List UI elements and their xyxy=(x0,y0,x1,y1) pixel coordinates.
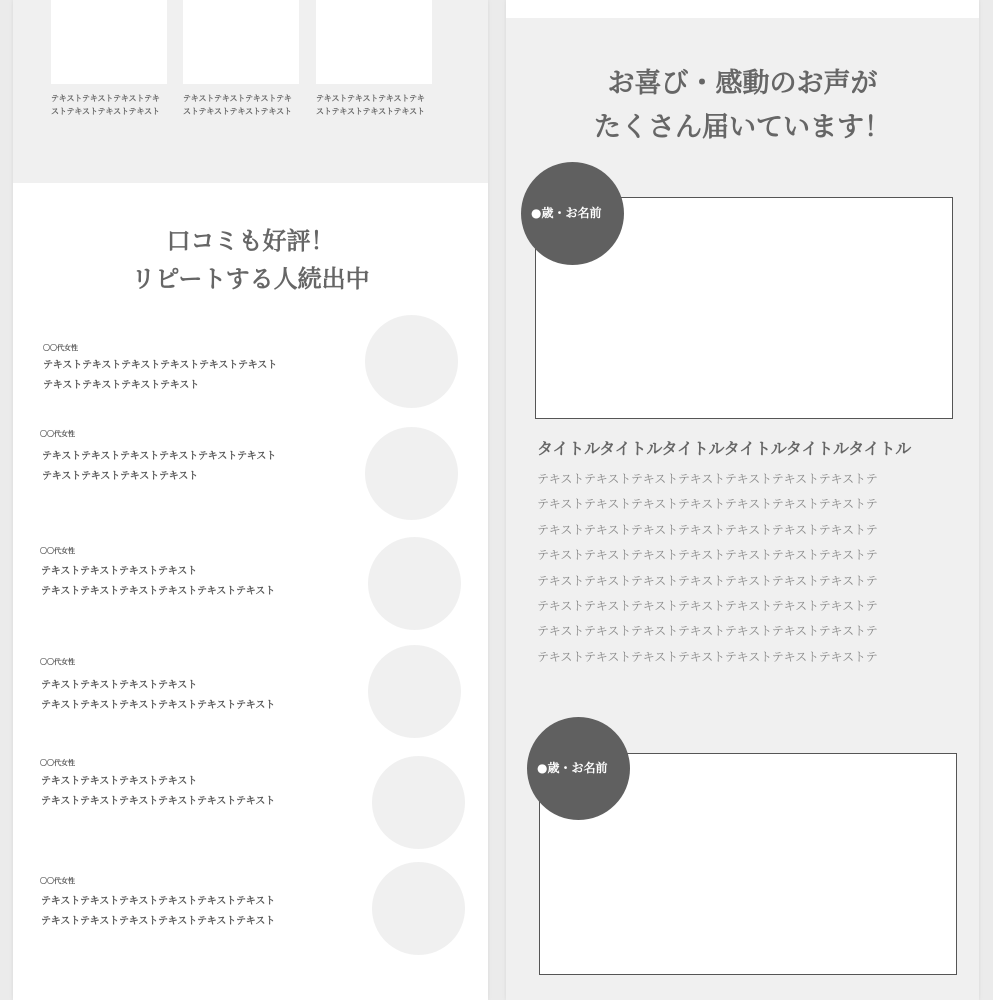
caption-line: ストテキストテキストテキスト xyxy=(183,107,292,116)
top-bar xyxy=(506,0,979,18)
reviews-heading xyxy=(13,222,488,298)
voice-title: タイトルタイトルタイトルタイトルタイトルタイトル xyxy=(537,439,912,458)
badge-label: ●歳・お名前 xyxy=(537,761,608,775)
review-text: テキストテキストテキストテキスト テキストテキストテキストテキストテキストテキスト xyxy=(41,776,275,807)
voice-body-text: テキストテキストテキストテキストテキストテキストテキストテ テキストテキストテキストテキストテキストテキストテキストテ テキストテキストテキストテキストテキストテキストテキストテ テキストテキストテキストテキストテキストテキストテキストテ テキストテキストテキストテキストテキストテキストテキストテ テキストテキストテキストテキストテキストテキストテキストテ テキストテキストテキストテキストテキストテキストテキストテ テキストテキストテキストテキストテキストテキストテキストテ xyxy=(537,472,878,664)
caption-line: テキストテキストテキストテキ xyxy=(51,94,160,103)
reviewer-label: 〇〇代女性 xyxy=(40,430,75,438)
reviewer-label: 〇〇代女性 xyxy=(40,877,75,885)
caption-line: テキストテキストテキストテキ xyxy=(183,94,292,103)
review-text: テキストテキストテキストテキストテキストテキスト テキストテキストテキストテキスト xyxy=(43,360,277,391)
reviewer-avatar xyxy=(365,315,458,408)
caption-line: テキストテキストテキストテキ xyxy=(316,94,425,103)
caption-line: ストテキストテキストテキスト xyxy=(316,107,425,116)
voices-panel xyxy=(506,0,979,1000)
review-item xyxy=(13,315,488,415)
heading-line: たくさん届いています！ xyxy=(594,112,891,143)
voice-badge xyxy=(521,162,624,265)
review-item xyxy=(13,426,488,526)
reviewer-label: 〇〇代女性 xyxy=(43,344,78,352)
review-item xyxy=(13,862,488,962)
review-text: テキストテキストテキストテキスト テキストテキストテキストテキストテキストテキスト xyxy=(41,566,275,597)
reviewer-avatar xyxy=(365,427,458,520)
voice-badge xyxy=(527,717,630,820)
review-item xyxy=(13,536,488,636)
thumbnail-caption xyxy=(316,92,444,118)
heading-line: お喜び・感動のお声が xyxy=(607,68,878,99)
heading-line: 口コミも好評！ xyxy=(166,227,335,255)
review-text: テキストテキストテキストテキストテキストテキスト テキストテキストテキストテキスト xyxy=(42,451,276,482)
thumbnail-caption xyxy=(51,92,179,118)
reviewer-avatar xyxy=(372,756,465,849)
thumbnail-image xyxy=(51,0,167,84)
review-item xyxy=(13,645,488,745)
reviews-panel xyxy=(13,0,488,1000)
caption-line: ストテキストテキストテキスト xyxy=(51,107,160,116)
reviewer-avatar xyxy=(368,537,461,630)
review-text: テキストテキストテキストテキストテキストテキスト テキストテキストテキストテキストテキストテキスト xyxy=(41,896,275,927)
review-text: テキストテキストテキストテキスト テキストテキストテキストテキストテキストテキスト xyxy=(41,680,275,711)
voices-heading xyxy=(506,62,979,150)
thumbnail-caption xyxy=(183,92,311,118)
reviewer-avatar xyxy=(368,645,461,738)
heading-line: リピートする人続出中 xyxy=(131,265,370,293)
thumbnail-image xyxy=(183,0,299,84)
reviewer-label: 〇〇代女性 xyxy=(40,759,75,767)
reviewer-avatar xyxy=(372,862,465,955)
thumbnail-section xyxy=(13,0,488,183)
reviewer-label: 〇〇代女性 xyxy=(40,547,75,555)
reviewer-label: 〇〇代女性 xyxy=(40,658,75,666)
thumbnail-image xyxy=(316,0,432,84)
review-item xyxy=(13,755,488,855)
badge-label: ●歳・お名前 xyxy=(531,206,602,220)
